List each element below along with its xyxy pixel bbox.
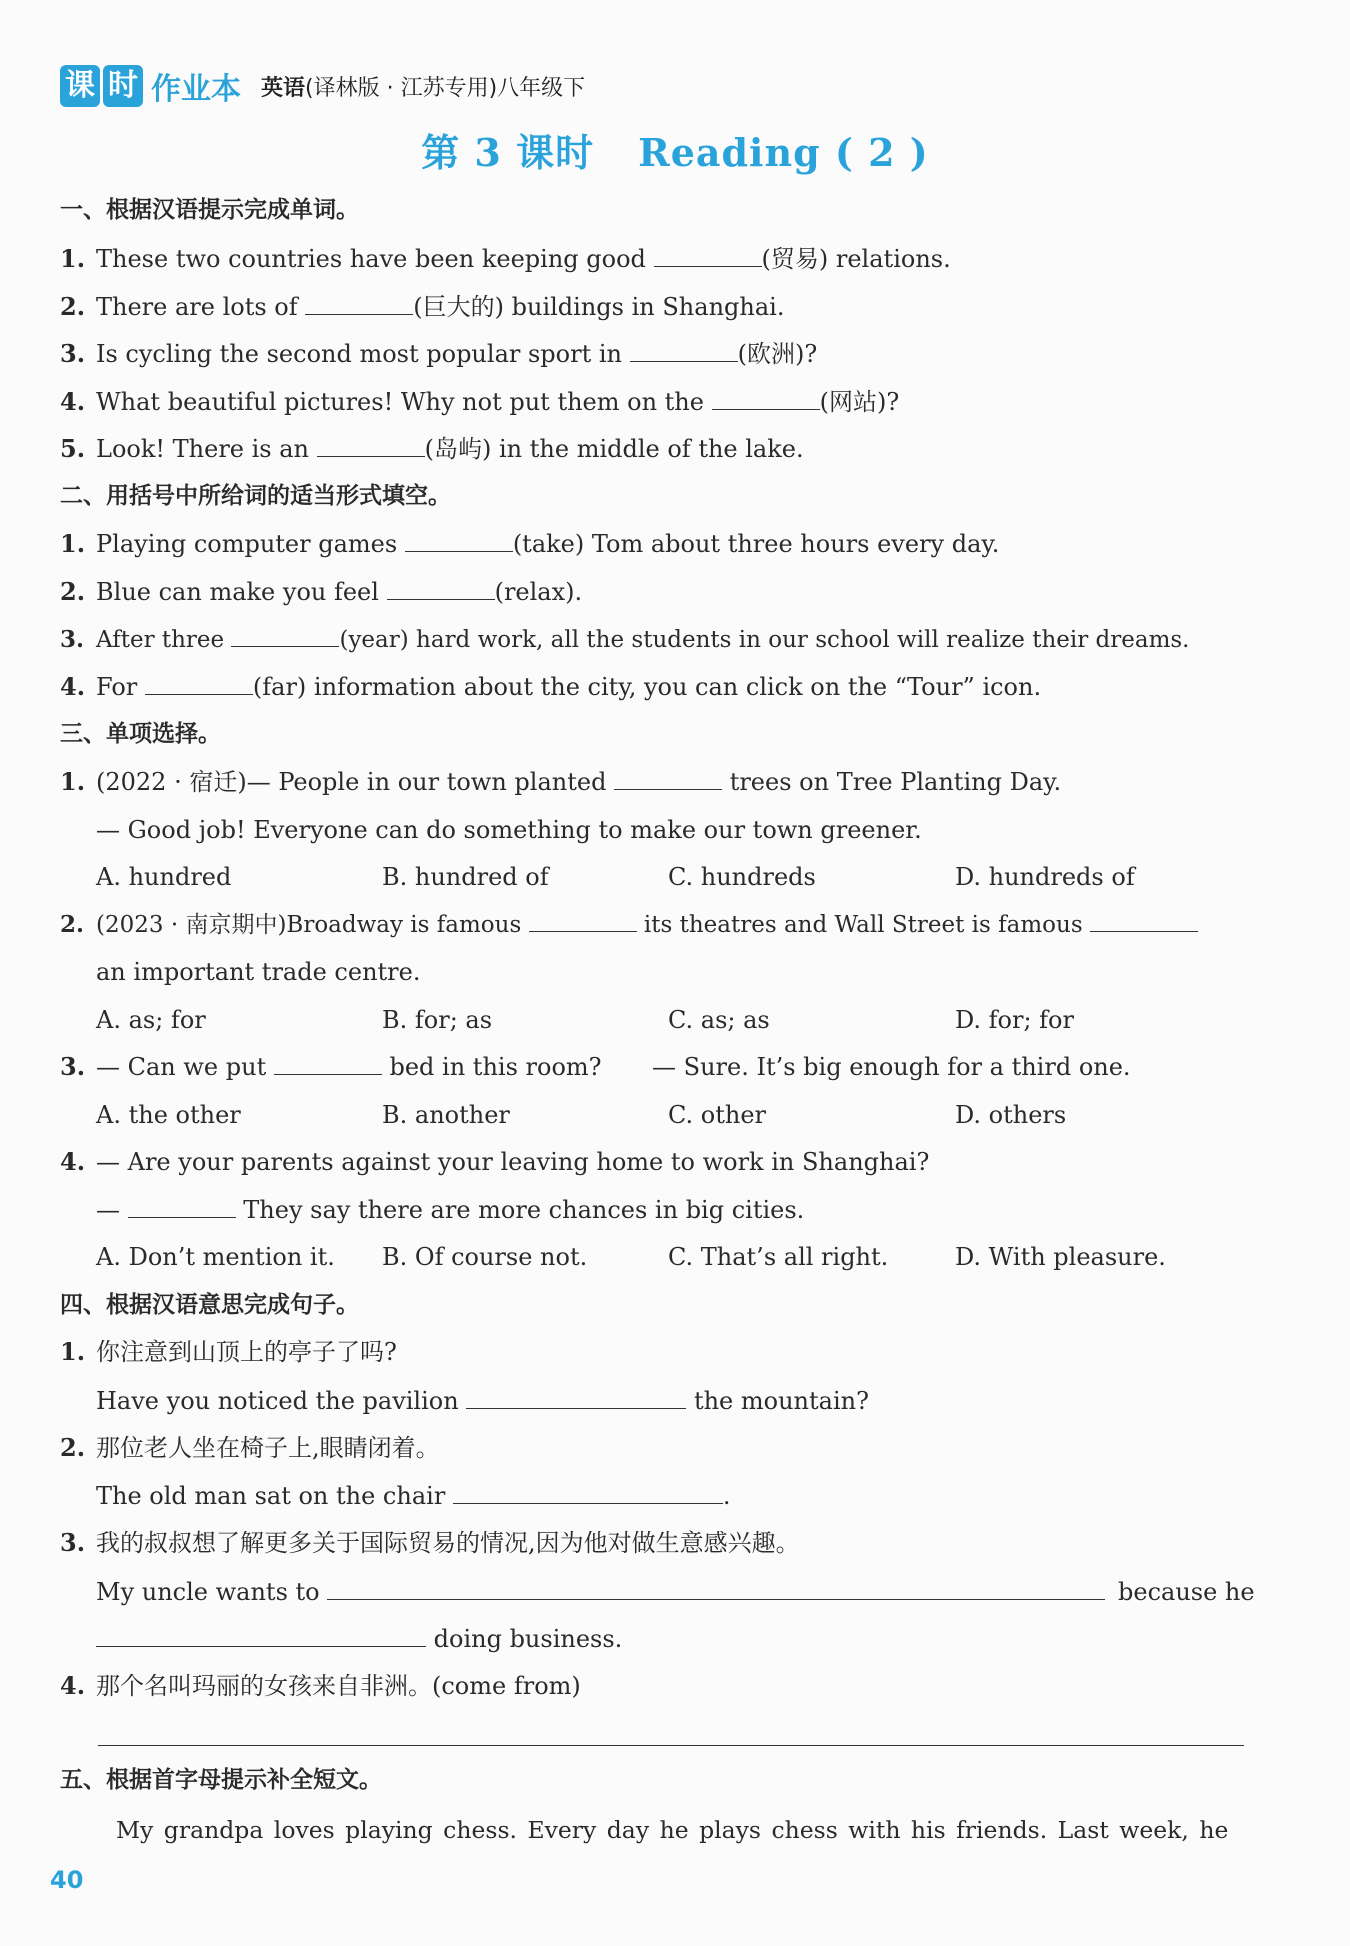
lesson-label: 第 3 课时 bbox=[421, 130, 595, 175]
logo-text: 作业本 bbox=[151, 72, 241, 107]
question-line bbox=[60, 909, 1198, 940]
answer-blank[interactable] bbox=[453, 1481, 723, 1504]
answer-blank[interactable] bbox=[405, 529, 513, 552]
chinese-sentence: 我的叔叔想了解更多关于国际贸易的情况,因为他对做生意感兴趣。 bbox=[96, 1529, 800, 1557]
question-text: — Are your parents against your leaving home to work in Shanghai? bbox=[96, 1148, 930, 1176]
question-number: 3. bbox=[60, 626, 85, 653]
answer-blank[interactable] bbox=[1090, 909, 1198, 932]
option[interactable]: D. hundreds of bbox=[955, 863, 1135, 891]
question-text: Look! There is an bbox=[96, 435, 317, 463]
answer-blank[interactable] bbox=[96, 1624, 426, 1647]
question-line bbox=[60, 292, 784, 322]
question-text: My uncle wants to bbox=[96, 1578, 328, 1606]
question-line bbox=[60, 1528, 800, 1558]
question-number: 4. bbox=[60, 387, 86, 416]
question-line bbox=[96, 1624, 622, 1654]
question-line bbox=[60, 1052, 602, 1082]
question-text: (岛屿) in the middle of the lake. bbox=[424, 435, 804, 463]
question-line bbox=[60, 339, 817, 369]
question-number: 2. bbox=[60, 911, 85, 938]
question-line bbox=[60, 529, 999, 559]
subject-label bbox=[261, 71, 585, 102]
option[interactable]: D. for; for bbox=[955, 1006, 1074, 1034]
question-text: its theatres and Wall Street is famous bbox=[636, 912, 1090, 938]
option[interactable]: D. With pleasure. bbox=[955, 1243, 1166, 1271]
answer-line[interactable] bbox=[98, 1745, 1244, 1746]
option[interactable]: A. Don’t mention it. bbox=[96, 1243, 335, 1271]
question-text: the mountain? bbox=[686, 1387, 869, 1415]
question-line bbox=[96, 1386, 869, 1416]
question-number: 1. bbox=[60, 244, 86, 273]
question-text: doing business. bbox=[426, 1625, 623, 1653]
question-line bbox=[60, 434, 804, 464]
option[interactable]: B. hundred of bbox=[382, 863, 549, 891]
question-line bbox=[96, 1577, 1105, 1607]
question-text: — Sure. It’s big enough for a third one. bbox=[652, 1053, 1131, 1081]
question-text: (relax). bbox=[494, 578, 583, 606]
question-number: 2. bbox=[60, 577, 86, 606]
option[interactable]: B. Of course not. bbox=[382, 1243, 588, 1271]
question-number: 3. bbox=[60, 1528, 86, 1557]
question-line: — Good job! Everyone can do something to make our town greener. bbox=[96, 816, 922, 844]
question-text: Playing computer games bbox=[96, 530, 405, 558]
question-line bbox=[60, 1671, 581, 1701]
section-heading: 一、根据汉语提示完成单词。 bbox=[60, 197, 359, 223]
question-text: trees on Tree Planting Day. bbox=[722, 768, 1062, 796]
option[interactable]: C. That’s all right. bbox=[668, 1243, 889, 1271]
answer-blank[interactable] bbox=[128, 1195, 236, 1218]
question-line bbox=[60, 624, 1190, 655]
question-line bbox=[96, 1195, 804, 1225]
logo-char: 课 bbox=[60, 65, 100, 107]
question-text: because he bbox=[1118, 1578, 1255, 1606]
question-number: 4. bbox=[60, 1671, 86, 1700]
question-line bbox=[60, 1147, 929, 1177]
question-text: Blue can make you feel bbox=[96, 578, 387, 606]
question-line bbox=[60, 387, 899, 417]
question-number: 1. bbox=[60, 767, 86, 796]
header bbox=[60, 62, 585, 110]
option[interactable]: C. as; as bbox=[668, 1006, 770, 1034]
question-source: (2022 · 宿迁) bbox=[96, 768, 247, 796]
question-text: Have you noticed the pavilion bbox=[96, 1387, 467, 1415]
reading-label: Reading ( 2 ) bbox=[638, 130, 929, 175]
question-source: (2023 · 南京期中) bbox=[96, 912, 287, 938]
question-number: 5. bbox=[60, 434, 86, 463]
page-title bbox=[0, 122, 1350, 177]
option[interactable]: A. as; for bbox=[96, 1006, 206, 1034]
answer-blank[interactable] bbox=[712, 387, 820, 410]
answer-blank[interactable] bbox=[466, 1386, 686, 1409]
logo-char: 时 bbox=[103, 65, 143, 107]
question-text: — People in our town planted bbox=[246, 768, 615, 796]
question-text: (贸易) relations. bbox=[761, 245, 951, 273]
subject-rest: (译林版 · 江苏专用)八年级下 bbox=[305, 75, 586, 101]
section-heading: 二、用括号中所给词的适当形式填空。 bbox=[60, 483, 451, 509]
question-text: bed in this room? bbox=[381, 1053, 602, 1081]
question-line bbox=[60, 672, 1041, 702]
chinese-sentence: 你注意到山顶上的亭子了吗? bbox=[96, 1338, 397, 1366]
answer-blank[interactable] bbox=[630, 339, 738, 362]
question-text: These two countries have been keeping good bbox=[96, 245, 654, 273]
question-text: — bbox=[96, 1196, 128, 1224]
question-text: — Can we put bbox=[96, 1053, 274, 1081]
question-text: What beautiful pictures! Why not put them on the bbox=[96, 388, 712, 416]
question-line bbox=[60, 244, 951, 274]
question-line: an important trade centre. bbox=[96, 958, 421, 986]
answer-blank[interactable] bbox=[614, 767, 722, 790]
answer-blank[interactable] bbox=[231, 624, 339, 647]
question-text: (巨大的) buildings in Shanghai. bbox=[413, 293, 785, 321]
option[interactable]: C. other bbox=[668, 1101, 766, 1129]
logo bbox=[60, 65, 143, 107]
option[interactable]: C. hundreds bbox=[668, 863, 816, 891]
question-text: For bbox=[96, 673, 145, 701]
section-heading: 三、单项选择。 bbox=[60, 721, 221, 747]
answer-blank[interactable] bbox=[387, 577, 495, 600]
question-text: There are lots of bbox=[96, 293, 306, 321]
question-text: Broadway is famous bbox=[286, 912, 529, 938]
answer-blank[interactable] bbox=[529, 909, 637, 932]
question-text: (欧洲)? bbox=[737, 340, 818, 368]
answer-blank[interactable] bbox=[274, 1052, 382, 1075]
question-text: Is cycling the second most popular sport in bbox=[96, 340, 630, 368]
question-line bbox=[60, 577, 582, 607]
question-text: They say there are more chances in big cities. bbox=[235, 1196, 805, 1224]
question-text: (far) information about the city, you can click on the “Tour” icon. bbox=[252, 673, 1042, 701]
question-number: 1. bbox=[60, 529, 86, 558]
question-text: (year) hard work, all the students in our school will realize their dreams. bbox=[339, 627, 1190, 653]
question-text: (take) Tom about three hours every day. bbox=[512, 530, 1000, 558]
question-line bbox=[60, 1433, 440, 1463]
answer-blank[interactable] bbox=[145, 672, 253, 695]
question-number: 2. bbox=[60, 292, 86, 321]
option[interactable]: B. another bbox=[382, 1101, 510, 1129]
answer-blank[interactable] bbox=[654, 244, 762, 267]
question-line bbox=[60, 1337, 397, 1367]
question-number: 4. bbox=[60, 1147, 86, 1176]
section-heading: 五、根据首字母提示补全短文。 bbox=[60, 1767, 382, 1793]
option[interactable]: A. the other bbox=[96, 1101, 241, 1129]
option[interactable]: D. others bbox=[955, 1101, 1067, 1129]
chinese-sentence: 那个名叫玛丽的女孩来自非洲。(come from) bbox=[96, 1672, 581, 1700]
option[interactable]: A. hundred bbox=[96, 863, 232, 891]
answer-blank[interactable] bbox=[327, 1577, 1105, 1600]
answer-blank[interactable] bbox=[317, 434, 425, 457]
question-number: 3. bbox=[60, 1052, 86, 1081]
question-number: 1. bbox=[60, 1337, 86, 1366]
subject-bold: 英语 bbox=[261, 75, 306, 101]
question-text: (网站)? bbox=[819, 388, 900, 416]
passage-text: My grandpa loves playing chess. Every day he plays chess with his friends. Last week, he bbox=[116, 1816, 1229, 1844]
question-number: 2. bbox=[60, 1433, 86, 1462]
question-text: The old man sat on the chair bbox=[96, 1482, 453, 1510]
question-text: After three bbox=[96, 627, 232, 653]
question-line bbox=[96, 1481, 731, 1511]
option[interactable]: B. for; as bbox=[382, 1006, 493, 1034]
page-number: 40 bbox=[50, 1866, 84, 1894]
question-number: 4. bbox=[60, 672, 86, 701]
question-line bbox=[60, 767, 1061, 797]
question-text: . bbox=[722, 1482, 731, 1510]
question-number: 3. bbox=[60, 339, 86, 368]
answer-blank[interactable] bbox=[305, 292, 413, 315]
chinese-sentence: 那位老人坐在椅子上,眼睛闭着。 bbox=[96, 1434, 440, 1462]
section-heading: 四、根据汉语意思完成句子。 bbox=[60, 1292, 359, 1318]
